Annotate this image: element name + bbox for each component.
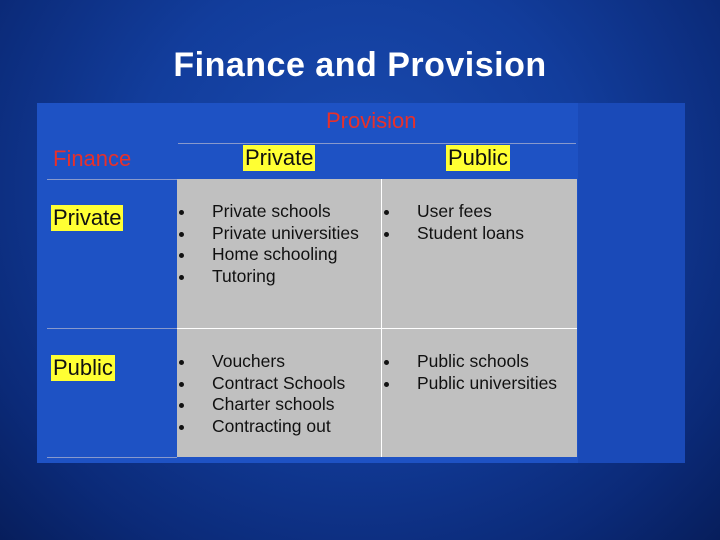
cell-private-private [177,201,359,287]
list-item: User fees [382,201,524,223]
list-item: Charter schools [177,394,345,416]
bullet-icon [179,403,184,408]
bullet-icon [384,210,389,215]
provision-label: Provision [326,108,417,133]
row-header-private: Private [53,205,122,230]
row-divider [177,328,577,329]
bullet-icon [179,275,184,280]
bullet-icon [179,425,184,430]
header-rule [178,143,576,144]
cell-public-public [382,351,557,394]
bullet-icon [384,232,389,237]
cell-public-private [177,351,345,437]
list-item: Student loans [382,223,524,245]
list-item: Contract Schools [177,373,345,395]
list-item: Home schooling [177,244,359,266]
col-header-private: Private [245,145,314,170]
list-item: Public universities [382,373,557,395]
bullet-icon [179,210,184,215]
list-item: Tutoring [177,266,359,288]
cell-private-public [382,201,524,244]
bullet-icon [384,382,389,387]
finance-label: Finance [53,146,132,171]
row-header-rule-mid [47,328,177,329]
list-item: Contracting out [177,416,345,438]
row-header-rule-bottom [47,457,177,458]
table-panel-edge [578,103,685,463]
bullet-icon [384,360,389,365]
bullet-icon [179,232,184,237]
slide-title: Finance and Provision [173,46,547,84]
col-header-public: Public [448,145,508,170]
bullet-icon [179,360,184,365]
list-item: Public schools [382,351,557,373]
row-header-public: Public [53,355,113,380]
bullet-icon [179,382,184,387]
list-item: Vouchers [177,351,345,373]
list-item: Private schools [177,201,359,223]
bullet-icon [179,253,184,258]
list-item: Private universities [177,223,359,245]
row-header-rule-top [47,179,177,180]
